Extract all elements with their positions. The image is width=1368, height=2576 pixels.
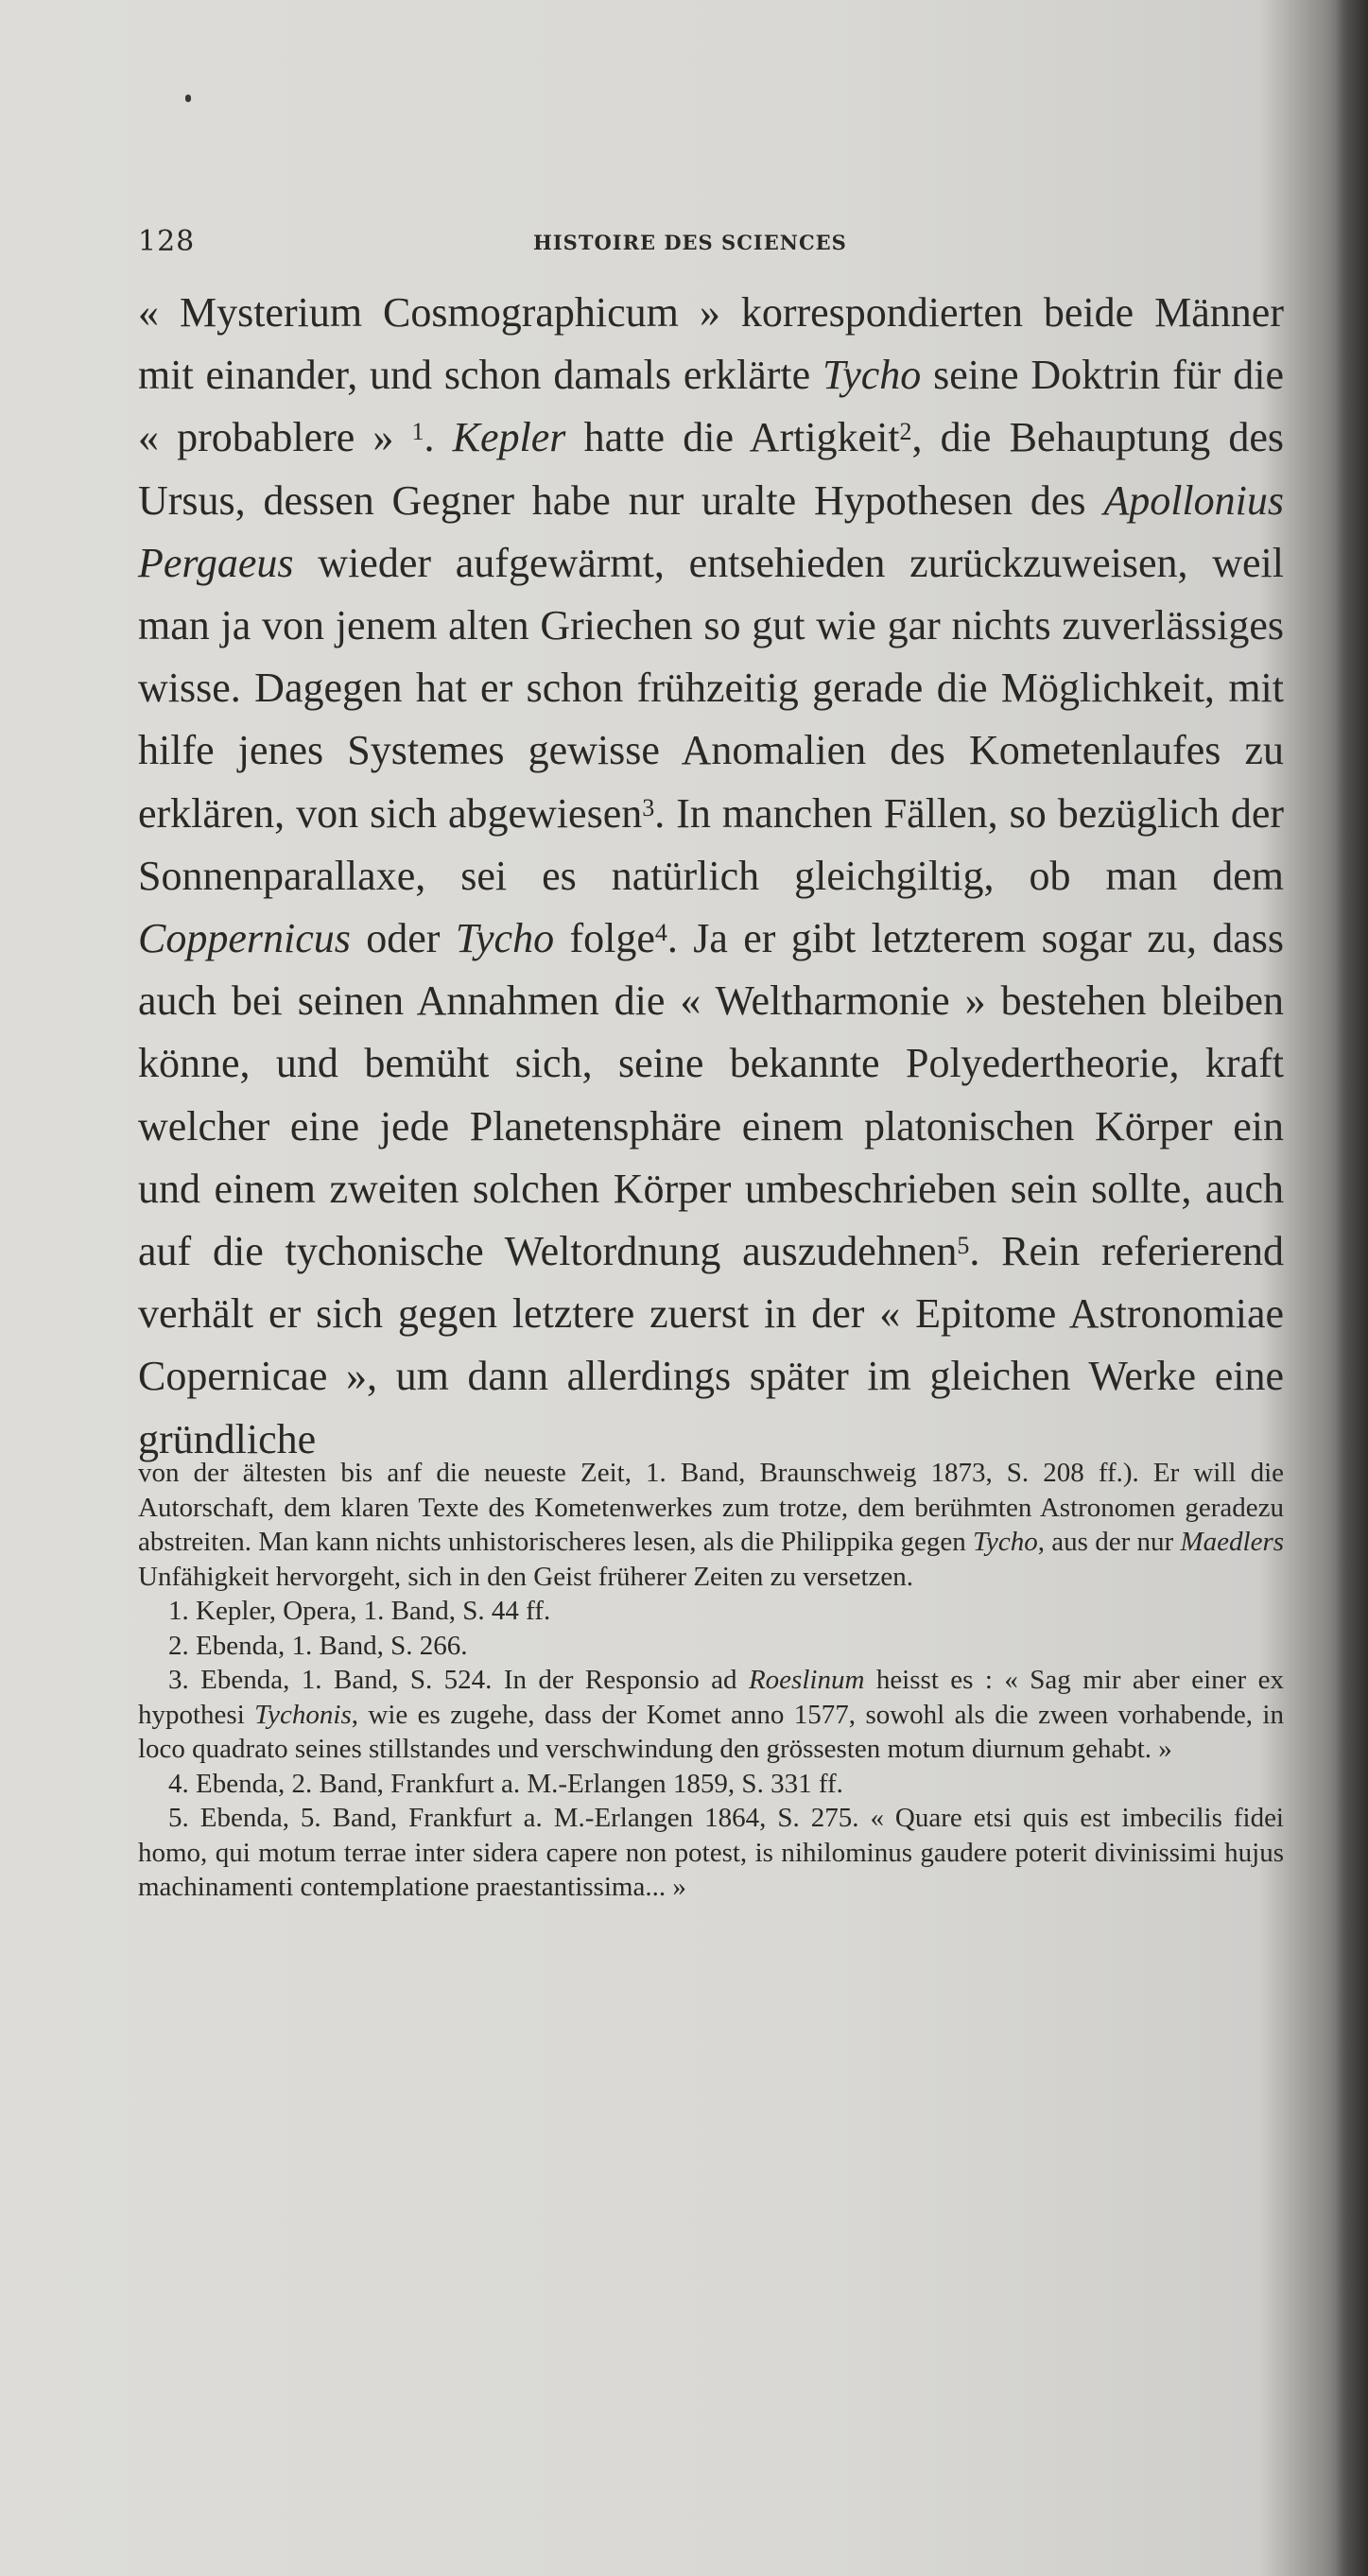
main-paragraph bbox=[138, 282, 1284, 1471]
page-edge-shadow bbox=[1336, 0, 1368, 2576]
page-header bbox=[138, 225, 1282, 263]
footnote-continuation bbox=[138, 1456, 1284, 1594]
name-tycho: Tycho bbox=[823, 352, 922, 399]
main-text bbox=[138, 282, 1284, 1471]
text-run: seine Doktrin für die « probablere » bbox=[138, 352, 1284, 461]
name-tychonis: Tychonis bbox=[254, 1699, 352, 1730]
footnote-ref-5: 5 bbox=[957, 1232, 970, 1260]
text-run: , wie es zugehe, dass der Komet anno 1577, sowohl als die zween vorhabende, in loco quadrato seines stillstandes und verschwindung den grössesten motum diurnum gehabt. » bbox=[138, 1699, 1284, 1764]
text-run: hatte die Artigkeit bbox=[565, 414, 900, 461]
name-kepler: Kepler bbox=[452, 414, 566, 461]
name-maedlers: Maedlers bbox=[1180, 1527, 1285, 1557]
footnote-ref-1: 1 bbox=[411, 418, 424, 446]
text-run: . Ja er gibt letzterem sogar zu, dass auch bei seinen Annahmen die « Weltharmonie » bestehen bleiben könne, und bemüht sich, seine bekannte Polyedertheorie, kraft welcher eine jede Planetensphäre einem platonischen Körper ein und einem zweiten solchen Körper umbeschrieben sein sollte, auch auf die tychonische Weltordnung auszudehnen bbox=[138, 915, 1285, 1275]
footnote-4: 4. Ebenda, 2. Band, Frankfurt a. M.-Erlangen 1859, S. 331 ff. bbox=[168, 1768, 843, 1799]
name-roeslinum: Roeslinum bbox=[748, 1665, 865, 1695]
text-run: von der ältesten bis anf die neueste Zeit, 1. Band, Braunschweig 1873, S. 208 ff.). Er will die Autorschaft, dem klaren Texte des Kometenwerkes zum trotze, dem berühmten Astronomen geradezu abstreiten. Man kann nichts unhistorischeres lesen, als die Philippika gegen bbox=[138, 1458, 1284, 1557]
text-run: . Rein referierend verhält er sich gegen letztere zuerst in der « Epitome Astronomiae Copernicae », um dann allerdings später im gleichen Werke eine gründliche bbox=[138, 1228, 1284, 1462]
footnote-5: 5. Ebenda, 5. Band, Frankfurt a. M.-Erlangen 1864, S. 275. « Quare etsi quis est imbecilis fidei homo, qui motum terrae inter sidera capere non potest, is nihilominus gaudere poterit divinissimi hujus machinamenti contemplatione praestantissima... » bbox=[138, 1803, 1284, 1902]
ink-speck bbox=[185, 95, 191, 102]
footnotes bbox=[138, 1456, 1284, 1905]
text-run: oder bbox=[350, 915, 456, 962]
text-run: wieder aufgewärmt, entsehieden zurückzuweisen, weil man ja von jenem alten Griechen so gut wie gar nichts zuverlässiges wisse. Dagegen hat er schon frühzeitig gerade die Möglichkeit, mit hilfe jenes Systemes gewisse Anomalien des Kometenlaufes zu erklären, von sich abgewiesen bbox=[138, 539, 1284, 837]
footnote-1: 1. Kepler, Opera, 1. Band, S. 44 ff. bbox=[168, 1596, 551, 1626]
footnote-ref-3: 3 bbox=[642, 793, 655, 821]
text-run: Unfähigkeit hervorgeht, sich in den Geist früherer Zeiten zu versetzen. bbox=[138, 1561, 914, 1592]
footnote-ref-4: 4 bbox=[654, 919, 667, 947]
name-coppernicus: Coppernicus bbox=[138, 915, 351, 962]
text-run: 3. Ebenda, 1. Band, S. 524. In der Responsio ad bbox=[168, 1665, 749, 1695]
text-run: « Mysterium Cosmographicum » korrespondierten beide Männer mit einander, und schon damals erklärte bbox=[138, 289, 1284, 399]
running-title: HISTOIRE DES SCIENCES bbox=[533, 231, 847, 254]
name-apollonius: Apollonius Pergaeus bbox=[138, 476, 1284, 586]
name-tycho: Tycho bbox=[455, 915, 555, 962]
text-run: folge bbox=[554, 915, 655, 962]
footnote-3 bbox=[138, 1663, 1284, 1767]
text-run: . bbox=[424, 414, 453, 461]
name-tycho: Tycho bbox=[973, 1527, 1038, 1557]
text-run: , aus der nur bbox=[1037, 1527, 1181, 1557]
page-number: 128 bbox=[138, 225, 196, 258]
text-run: heisst es : « Sag mir aber einer ex hypothesi bbox=[138, 1665, 1284, 1730]
footnote-2: 2. Ebenda, 1. Band, S. 266. bbox=[168, 1630, 468, 1661]
footnote-ref-2: 2 bbox=[899, 418, 912, 446]
text-run: . In manchen Fällen, so bezüglich der Sonnenparallaxe, sei es natürlich gleichgiltig, ob man dem bbox=[138, 789, 1284, 899]
text-run: , die Behauptung des Ursus, dessen Gegner habe nur uralte Hypothesen des bbox=[138, 414, 1284, 524]
